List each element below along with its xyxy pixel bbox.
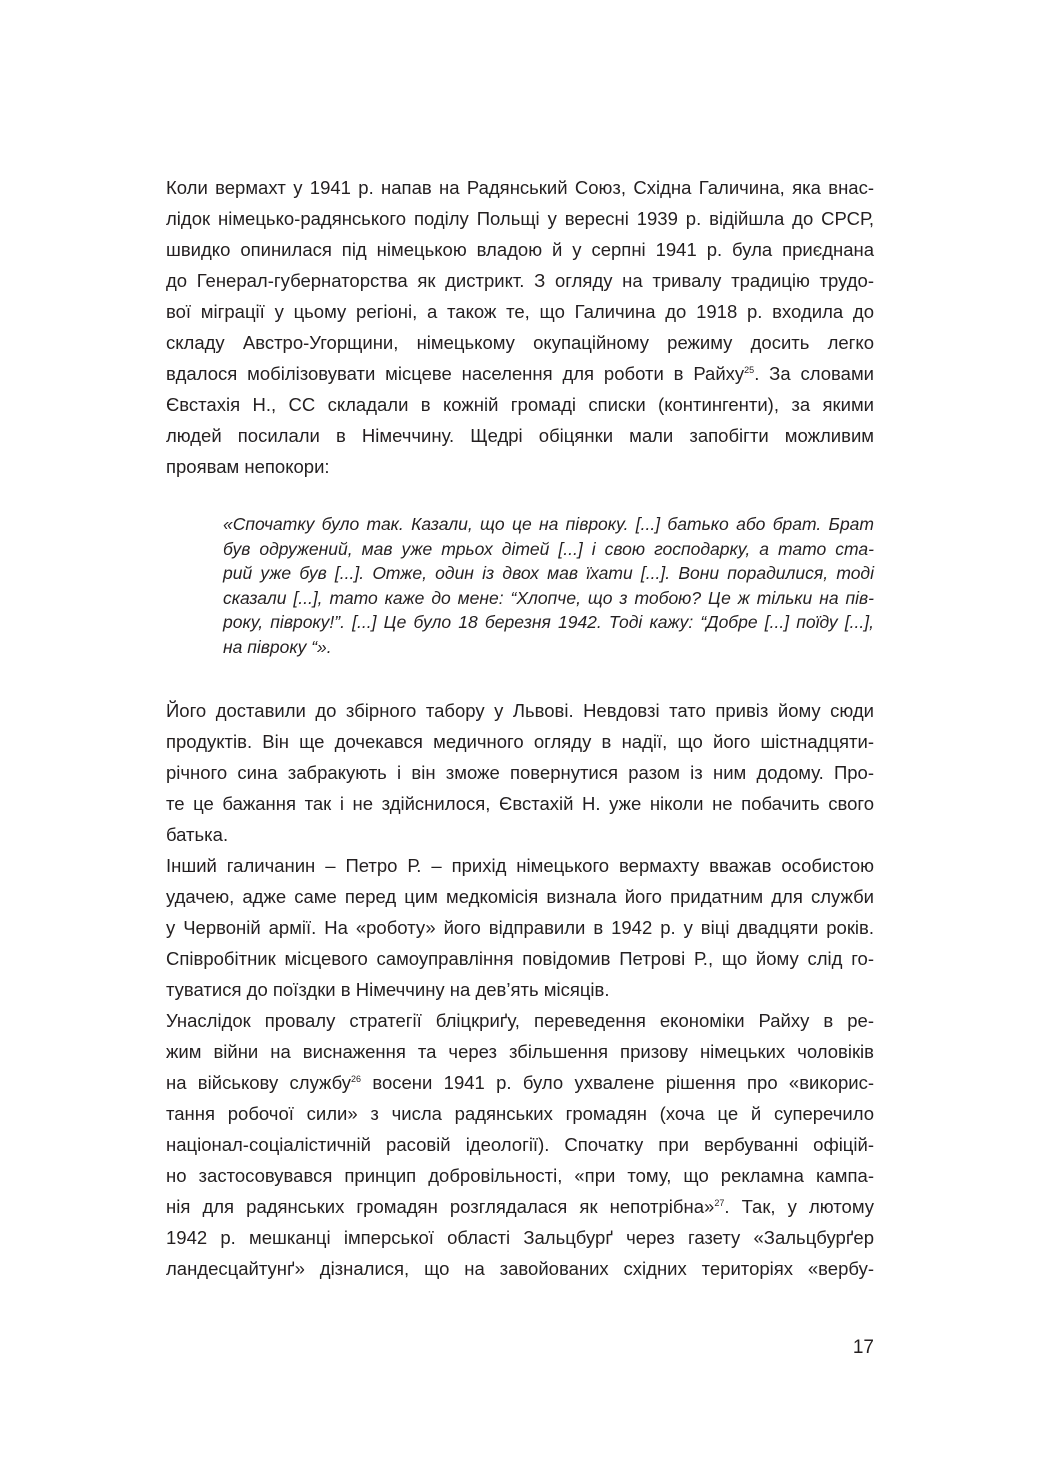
text-segment: нія для радянських громадян розглядалася як непотрібна»: [166, 1196, 715, 1217]
text-line: до Генерал-губернаторства як дистрикт. З огляду на тривалу традицію трудо-: [166, 270, 874, 291]
text-line: ландесцайтунґ» дізналися, що на завойованих східних територіях «вербу-: [166, 1258, 874, 1279]
text-segment: . За словами: [754, 363, 874, 384]
body-paragraph-2: [166, 695, 874, 1284]
quote-line: року, півроку!”. [...] Це було 18 березня 1942. Тоді кажу: “Добре [...] поїду [...],: [223, 612, 874, 632]
text-line: те це бажання так і не здійснилося, Євстахій Н. уже ніколи не побачить свого: [166, 793, 874, 814]
text-line: лідок німецько-радянського поділу Польщі у вересні 1939 р. відійшла до СРСР,: [166, 208, 874, 229]
text-line: 1942 р. мешканці імперської області Зальцбурґ через газету «Зальцбурґер: [166, 1227, 874, 1248]
text-line-with-footnote: [166, 1191, 874, 1222]
text-line: туватися до поїздки в Німеччину на дев’ять місяців.: [166, 979, 610, 1000]
text-line: швидко опинилася під німецькою владою й у серпні 1941 р. була приєднана: [166, 239, 874, 260]
text-segment: на військову службу: [166, 1072, 352, 1093]
text-line: Співробітник місцевого самоуправління повідомив Петрові Р., що йому слід го-: [166, 948, 874, 969]
text-line-with-footnote: [166, 1067, 874, 1098]
text-line: батька.: [166, 824, 229, 845]
text-line: людей посилали в Німеччину. Щедрі обіцянки мали запобігти можливим: [166, 425, 874, 446]
text-line: вої міграції у цьому регіоні, а також те, що Галичина до 1918 р. входила до: [166, 301, 874, 322]
quote-line: рий уже був [...]. Отже, один із двох мав їхати [...]. Вони порадилися, тоді: [223, 563, 874, 583]
text-line-with-footnote: [166, 358, 874, 389]
text-segment: . Так, у лютому: [724, 1196, 875, 1217]
text-line: Його доставили до збірного табору у Львові. Невдовзі тато привіз йому сюди: [166, 700, 874, 721]
text-segment: восени 1941 р. було ухвалене рішення про «викорис-: [361, 1072, 874, 1093]
text-line: Коли вермахт у 1941 р. напав на Радянський Союз, Східна Галичина, яка внас-: [166, 177, 874, 198]
quote-line: на півроку “».: [223, 636, 332, 657]
text-line: Унаслідок провалу стратегії бліцкриґу, переведення економіки Райху в ре-: [166, 1010, 874, 1031]
page-number: 17: [852, 1337, 874, 1358]
footnote-marker-27: 27: [714, 1198, 725, 1208]
text-line: річного сина забракують і він зможе повернутися разом із ним додому. Про-: [166, 762, 874, 783]
text-line: націонал-соціалістичній расовій ідеології). Спочатку при вербуванні офіцій-: [166, 1134, 874, 1155]
text-line: удачею, адже саме перед цим медкомісія визнала його придатним для служби: [166, 886, 874, 907]
text-line: но застосовувався принцип добровільності, «при тому, що рекламна кампа-: [166, 1165, 874, 1186]
text-segment: вдалося мобілізовувати місцеве населення для роботи в Райху: [166, 363, 745, 384]
text-line: Інший галичанин – Петро Р. – прихід німецького вермахту вважав особистою: [166, 855, 874, 876]
text-line: складу Австро-Угорщини, німецькому окупаційному режиму досить легко: [166, 332, 874, 353]
quote-line: був одружений, мав уже трьох дітей [...] і свою господарку, а тато ста-: [223, 538, 874, 559]
text-line: у Червоній армії. На «роботу» його відправили в 1942 р. у віці двадцяти років.: [166, 917, 874, 938]
text-line: жим війни на виснаження та через збільшення призову німецьких чоловіків: [166, 1041, 874, 1062]
body-paragraph-1: [166, 172, 874, 482]
footnote-marker-26: 26: [351, 1074, 362, 1084]
footnote-marker-25: 25: [744, 365, 755, 375]
text-line: продуктів. Він ще дочекався медичного огляду в надії, що його шістнадцяти-: [166, 731, 874, 752]
quote-line: «Спочатку було так. Казали, що це на півроку. [...] батько або брат. Брат: [223, 514, 874, 534]
text-line: Євстахія Н., СС складали в кожній громаді списки (контингенти), за якими: [166, 394, 874, 415]
block-quote: [223, 512, 874, 659]
text-line: проявам непокори:: [166, 456, 330, 477]
quote-line: сказали [...], тато каже до мене: “Хлопче, що з тобою? Це ж тільки на пів-: [223, 587, 874, 608]
text-line: тання робочої сили» з числа радянських громадян (хоча це й суперечило: [166, 1103, 874, 1124]
